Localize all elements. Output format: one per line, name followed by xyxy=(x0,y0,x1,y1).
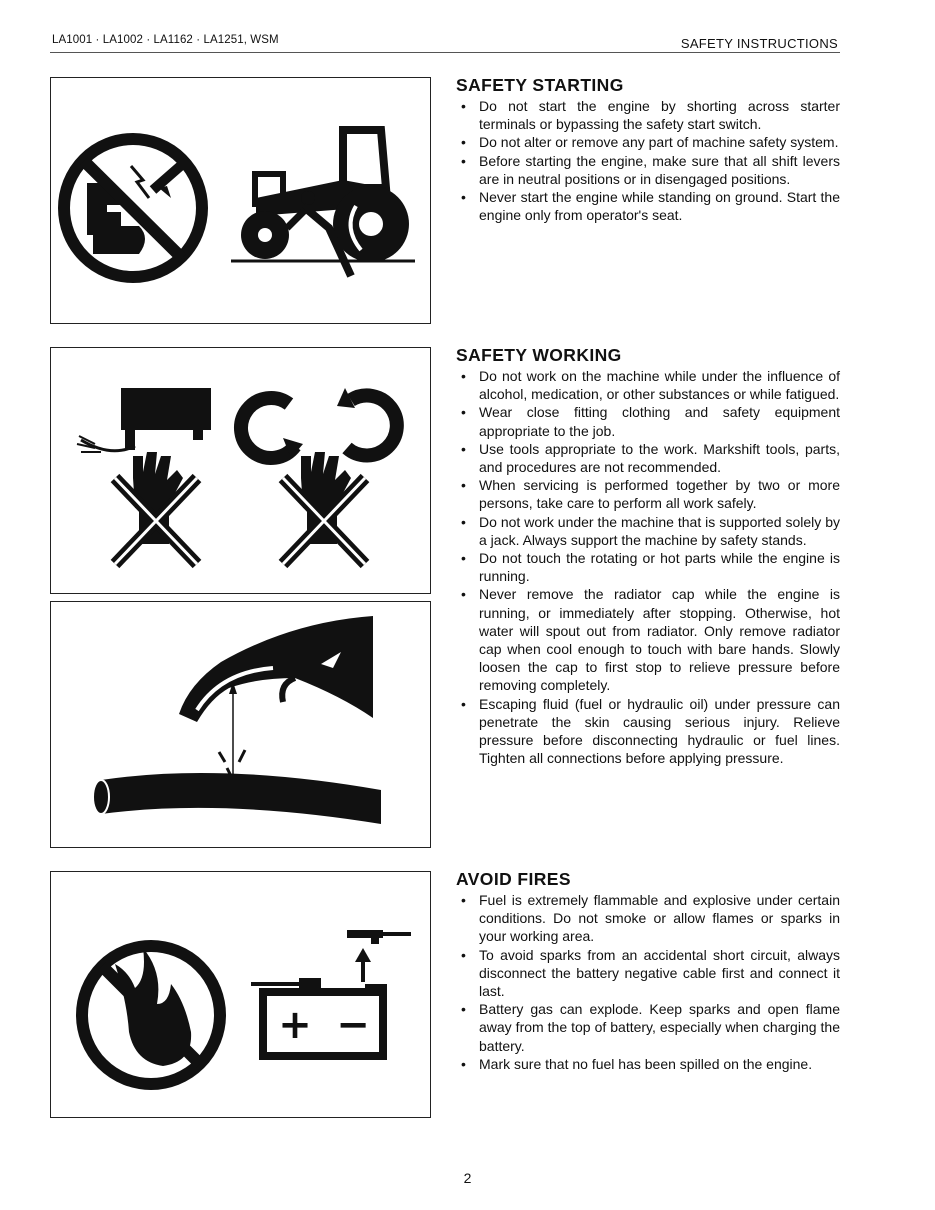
hand-caution-icon-right xyxy=(283,452,365,564)
illustration-avoid-fires xyxy=(50,871,431,1118)
list-item: • Use tools appropriate to the work. Markshift tools, parts, and procedures are not recommended. xyxy=(456,440,840,476)
header-models: LA1001 · LA1002 · LA1162 · LA1251, WSM xyxy=(52,34,279,46)
header-section-title: SAFETY INSTRUCTIONS xyxy=(680,36,838,51)
battery-plus-sign: + xyxy=(278,1002,312,1048)
hand-caution-icon-left xyxy=(115,452,197,564)
list-item: • To avoid sparks from an accidental short circuit, always disconnect the battery negative cable first and connect it last. xyxy=(456,946,840,1001)
bullet-list xyxy=(456,891,840,1073)
section-safety-working xyxy=(456,345,840,767)
list-item: • Do not touch the rotating or hot parts while the engine is running. xyxy=(456,549,840,585)
section-safety-starting xyxy=(456,75,840,224)
list-item: • Do not work on the machine while under the influence of alcohol, medication, or other substances or while fatigued. xyxy=(456,367,840,403)
hand-pressure-icon xyxy=(179,616,373,790)
list-item: • Fuel is extremely flammable and explosive under certain conditions. Do not smoke or allow flames or sparks in your working area. xyxy=(456,891,840,946)
list-item: • Do not work under the machine that is supported solely by a jack. Always support the machine by safety stands. xyxy=(456,513,840,549)
section-title: SAFETY WORKING xyxy=(456,345,622,365)
list-item: • Never remove the radiator cap while the engine is running, or immediately after stopping. Otherwise, hot water will spout out from radiator. Only remove radiator cap when cool enough to touch with bare hands. Slowly loosen the cap to first stop to relieve pressure before removing completely. xyxy=(456,585,840,694)
list-item: • When servicing is performed together by two or more persons, take care to perform all work safely. xyxy=(456,476,840,512)
bullet-list xyxy=(456,97,840,224)
battery-icon xyxy=(251,930,411,1056)
no-shorting-icon xyxy=(64,139,202,277)
list-item: • Never start the engine while standing on ground. Start the engine only from operator's seat. xyxy=(456,188,840,224)
header-rule xyxy=(50,52,840,53)
rotating-machine-icon xyxy=(77,388,397,458)
section-title: AVOID FIRES xyxy=(456,869,571,889)
illustration-rotating-parts xyxy=(50,347,431,594)
list-item: • Mark sure that no fuel has been spilled on the engine. xyxy=(456,1055,840,1073)
list-item: • Wear close fitting clothing and safety equipment appropriate to the job. xyxy=(456,403,840,439)
illustration-safety-starting xyxy=(50,77,431,324)
tractor-icon xyxy=(231,130,415,276)
bullet-list xyxy=(456,367,840,767)
section-title: SAFETY STARTING xyxy=(456,75,624,95)
no-fire-icon xyxy=(82,946,220,1084)
illustration-escaping-fluid xyxy=(50,601,431,848)
battery-minus-sign: − xyxy=(336,1002,370,1048)
hydraulic-hose-icon xyxy=(93,773,381,824)
list-item: • Before starting the engine, make sure that all shift levers are in neutral positions or in disengaged positions. xyxy=(456,152,840,188)
list-item: • Do not alter or remove any part of machine safety system. xyxy=(456,133,840,151)
page-number: 2 xyxy=(463,1170,472,1186)
list-item: • Battery gas can explode. Keep sparks and open flame away from the top of battery, especially when charging the battery. xyxy=(456,1000,840,1055)
list-item: • Escaping fluid (fuel or hydraulic oil) under pressure can penetrate the skin causing serious injury. Relieve pressure before disconnecting hydraulic or fuel lines. Tighten all connections before applying pressure. xyxy=(456,695,840,768)
list-item: • Do not start the engine by shorting across starter terminals or bypassing the safety start switch. xyxy=(456,97,840,133)
section-avoid-fires xyxy=(456,869,840,1073)
